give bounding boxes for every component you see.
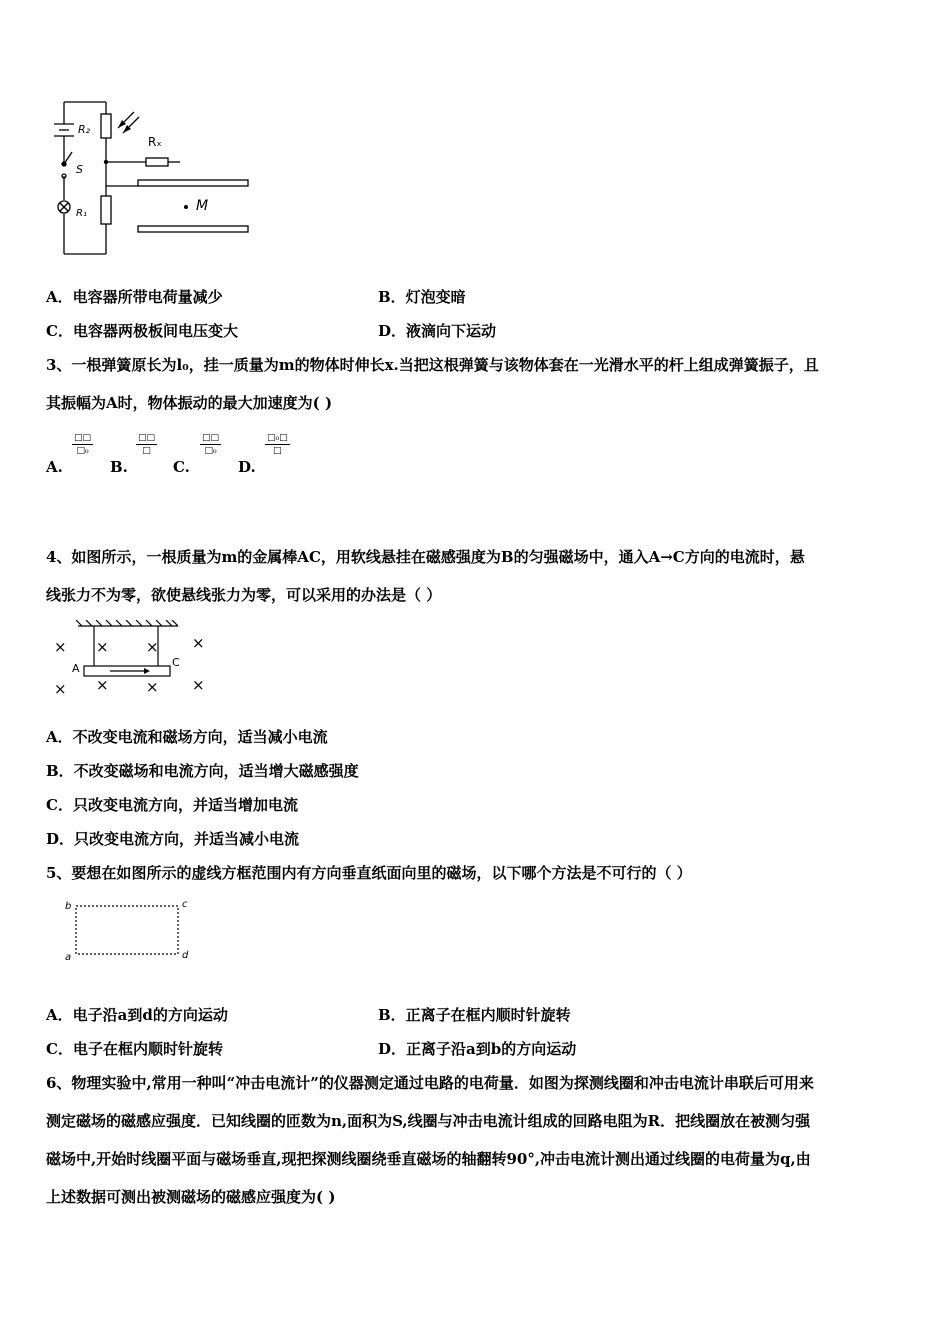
q3-option-c-label: C. — [173, 458, 190, 476]
field-cross: × — [96, 676, 109, 694]
q5-option-d: D．正离子沿a到b的方向运动 — [378, 1040, 577, 1058]
rod-end-c-label: C — [172, 656, 180, 669]
q3-option-d-label: D. — [238, 458, 256, 476]
q4-option-a: A．不改变电流和磁场方向，适当减小电流 — [46, 728, 328, 746]
q2-option-a: A．电容器所带电荷量减少 — [46, 288, 223, 306]
q2-option-d: D．液滴向下运动 — [378, 322, 497, 340]
q3-option-d-denominator: □ — [273, 446, 282, 456]
q4-option-d: D．只改变电流方向，并适当减小电流 — [46, 830, 300, 848]
q4-option-b: B．不改变磁场和电流方向，适当增大磁感强度 — [46, 762, 359, 780]
q2-option-b: B．灯泡变暗 — [378, 288, 466, 306]
q3-option-a-numerator: □□ — [74, 433, 92, 443]
field-cross: × — [146, 638, 159, 656]
field-cross: × — [96, 638, 109, 656]
q3-option-b-numerator: □□ — [138, 433, 156, 443]
rod-end-a-label: A — [72, 662, 80, 675]
r2-label: R₂ — [78, 123, 91, 136]
q5-option-a: A．电子沿a到d的方向运动 — [46, 1006, 228, 1024]
circuit-diagram — [44, 96, 258, 260]
corner-a-label: a — [65, 952, 72, 963]
q2-option-c: C．电容器两极板间电压变大 — [46, 322, 238, 340]
q4-stem-line1: 4、如图所示，一根质量为m的金属棒AC，用软线悬挂在磁感强度为B的匀强磁场中，通入A→C方向的电流时，悬 — [46, 548, 805, 566]
q3-stem-line1: 3、一根弹簧原长为l₀，挂一质量为m的物体时伸长x.当把这根弹簧与该物体套在一光滑水平的杆上组成弹簧振子，且 — [46, 356, 819, 374]
q3-option-b-label: B. — [110, 458, 128, 476]
q3-option-d-numerator: □₀□ — [267, 433, 288, 443]
q3-option-a-formula — [72, 432, 93, 457]
field-cross: × — [146, 678, 159, 696]
q3-option-a-denominator: □₀ — [76, 446, 89, 456]
q3-option-c-formula — [200, 432, 221, 457]
q6-stem-line4: 上述数据可测出被测磁场的磁感应强度为( ) — [46, 1188, 336, 1206]
q5-option-c: C．电子在框内顺时针旋转 — [46, 1040, 223, 1058]
m-label: M — [196, 198, 209, 214]
q3-option-c-numerator: □□ — [202, 433, 220, 443]
rx-label: Rₓ — [148, 135, 162, 149]
field-cross: × — [192, 634, 205, 652]
q3-option-b-denominator: □ — [142, 446, 151, 456]
q3-option-d-formula — [265, 432, 290, 457]
corner-b-label: b — [65, 901, 72, 912]
q6-stem-line3: 磁场中,开始时线圈平面与磁场垂直,现把探测线圈绕垂直磁场的轴翻转90°,冲击电流计测出通过线圈的电荷量为q,由 — [46, 1150, 811, 1168]
field-cross: × — [54, 680, 67, 698]
corner-c-label: c — [182, 899, 188, 910]
rod-magnetic-field-diagram — [46, 620, 216, 704]
q5-option-b: B．正离子在框内顺时针旋转 — [378, 1006, 571, 1024]
q4-option-c: C．只改变电流方向，并适当增加电流 — [46, 796, 298, 814]
corner-d-label: d — [182, 950, 189, 961]
s-label: S — [76, 163, 83, 176]
q3-option-c-denominator: □₀ — [204, 446, 217, 456]
field-cross: × — [192, 676, 205, 694]
q3-option-a-label: A. — [46, 458, 63, 476]
q4-stem-line2: 线张力不为零，欲使悬线张力为零，可以采用的办法是（ ） — [46, 586, 442, 604]
q3-stem-line2: 其振幅为A时，物体振动的最大加速度为( ) — [46, 394, 333, 412]
q5-stem-line1: 5、要想在如图所示的虚线方框范围内有方向垂直纸面向里的磁场，以下哪个方法是不可行的（ ） — [46, 864, 692, 882]
field-cross: × — [54, 638, 67, 656]
r1-label: R₁ — [76, 208, 87, 219]
q6-stem-line1: 6、物理实验中,常用一种叫“冲击电流计”的仪器测定通过电路的电荷量．如图为探测线圈和冲击电流计串联后可用来 — [46, 1074, 814, 1092]
dashed-frame-diagram — [62, 896, 196, 964]
q6-stem-line2: 测定磁场的磁感应强度．已知线圈的匝数为n,面积为S,线圈与冲击电流计组成的回路电阻为R．把线圈放在被测匀强 — [46, 1112, 811, 1130]
q3-option-b-formula — [136, 432, 157, 457]
